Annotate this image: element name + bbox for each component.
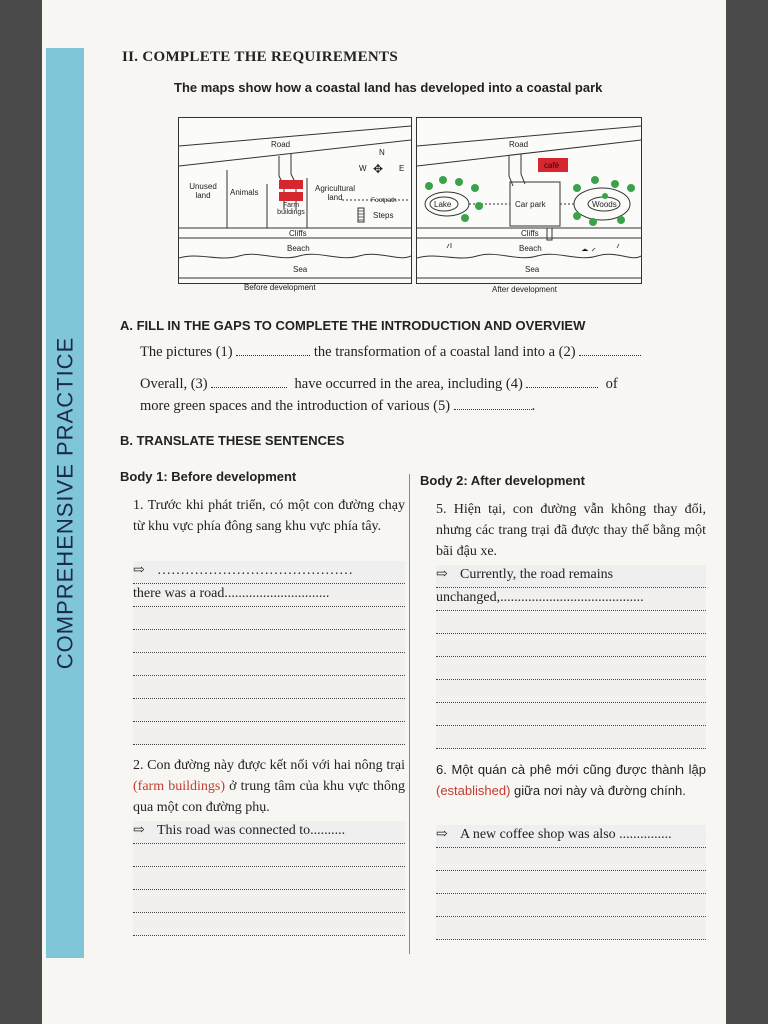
highlight-term: (established) [436,783,511,798]
highlight-term: (farm buildings) [133,779,225,794]
beach-label-after: Beach [519,244,542,253]
map-before [178,117,412,284]
part-a-line-3 [140,396,700,417]
sentence-5: 5. Hiện tại, con đường vẫn không thay đổi, nhưng các trang trại đã được thay thế bằng một bãi đậu xe. [436,502,706,559]
column-divider [409,474,410,954]
compass-icon: ✥ [373,162,384,176]
answer-5-line-3[interactable] [436,611,706,634]
map-after-caption: After development [492,285,557,294]
sentence-2 [133,755,405,821]
answer-2-line-4[interactable] [133,890,405,913]
gap-2-blank[interactable] [579,343,641,356]
gap-5-blank[interactable] [454,397,532,410]
answer-1-line-2[interactable]: there was a road.............................. [133,584,405,607]
side-label-wrap [46,48,84,958]
sentence-text: 2. Con đường này được kết nối với hai nông trại [133,758,405,773]
gap-1-blank[interactable] [236,343,310,356]
animals-label: Animals [230,188,259,197]
sentence-6 [436,759,706,825]
map-caption: The maps show how a coastal land has developed into a coastal park [174,80,603,95]
gap-3-blank[interactable] [211,375,287,388]
answer-1-line-3[interactable] [133,607,405,630]
sentence-1: 1. Trước khi phát triển, có một con đường chạy từ khu vực phía đông sang khu vực phía tây. [133,498,405,534]
road-label-after: Road [509,140,529,149]
arrow-right-icon: ⇨ [436,567,448,582]
answer-text: …………………………………… [157,563,353,578]
lake-label: Lake [434,200,452,209]
map-before-caption: Before development [244,283,316,292]
body-1-title: Body 1: Before development [120,469,297,484]
answer-6-line-2[interactable] [436,848,706,871]
answer-text: Currently, the road remains [460,567,614,582]
answer-5-line-5[interactable] [436,657,706,680]
answer-2-line-5[interactable] [133,913,405,936]
body-1-column [133,495,405,936]
footpath-label: Footpath [371,197,397,204]
compass-west: W [359,164,367,173]
gap-text: . [531,398,536,414]
answer-1-line-8[interactable] [133,722,405,745]
answer-5-line-1[interactable] [436,565,706,588]
sea-label-after: Sea [525,265,540,274]
answer-1-line-1[interactable] [133,561,405,584]
car-park-label: Car park [515,200,546,209]
part-b-heading: B. TRANSLATE THESE SENTENCES [120,433,345,448]
answer-2-line-2[interactable] [133,844,405,867]
body-2-title: Body 2: After development [420,473,585,488]
arrow-right-icon: ⇨ [436,827,448,842]
answer-text: A new coffee shop was also ............... [460,827,672,842]
answer-6-line-3[interactable] [436,871,706,894]
compass-east: E [399,164,405,173]
sea-label-before: Sea [293,265,308,274]
sentence-text: 6. Một quán cà phê mới cũng được thành lập [436,762,706,777]
gap-text: The pictures (1) [140,344,233,360]
gap-text: Overall, (3) [140,376,208,392]
answer-5-line-2[interactable]: unchanged,......................................... [436,588,706,611]
answer-5-line-7[interactable] [436,703,706,726]
section-title: II. COMPLETE THE REQUIREMENTS [122,49,398,65]
answer-text: This road was connected to.......... [157,823,346,838]
answer-6-line-5[interactable] [436,917,706,940]
gap-text: the transformation of a coastal land into a (2) [313,344,576,360]
map-after [416,117,642,284]
steps-label: Steps [373,211,394,220]
side-label: COMPREHENSIVE PRACTICE [52,336,77,670]
sentence-text: giữa nơi này và đường chính. [510,783,686,798]
answer-2-line-1[interactable] [133,821,405,844]
answer-1-line-4[interactable] [133,630,405,653]
arrow-right-icon: ⇨ [133,563,145,578]
answer-5-line-6[interactable] [436,680,706,703]
agricultural-land-label: Agricultural land [314,184,355,202]
beach-label-before: Beach [287,244,310,253]
answer-6-line-4[interactable] [436,894,706,917]
part-a-heading: A. FILL IN THE GAPS TO COMPLETE THE INTRODUCTION AND OVERVIEW [120,318,586,333]
answer-6-line-1[interactable] [436,825,706,848]
road-label-before: Road [271,140,291,149]
farm-buildings-label: Farm buildings [277,202,305,216]
gap-4-blank[interactable] [526,375,598,388]
cliffs-label-before: Cliffs [289,229,307,238]
compass-north: N [379,148,385,157]
sentence-text: ở trung tâm của khu vực thông qua một con đường phụ. [133,779,405,815]
answer-1-line-6[interactable] [133,676,405,699]
answer-2-line-3[interactable] [133,867,405,890]
unused-land-label: Unused land [189,182,217,200]
cliffs-label-after: Cliffs [521,229,539,238]
cafe-label: café [544,161,560,170]
arrow-right-icon: ⇨ [133,823,145,838]
woods-label: Woods [592,200,617,209]
part-a-line-2 [140,374,700,395]
answer-1-line-5[interactable] [133,653,405,676]
gap-text: more green spaces and the introduction of various (5) [140,398,451,414]
gap-text: of [605,376,618,392]
part-a-line-1 [140,342,700,363]
body-2-column [436,499,706,940]
gap-text: have occurred in the area, including (4) [294,376,523,392]
answer-5-line-4[interactable] [436,634,706,657]
answer-1-line-7[interactable] [133,699,405,722]
answer-5-line-8[interactable] [436,726,706,749]
